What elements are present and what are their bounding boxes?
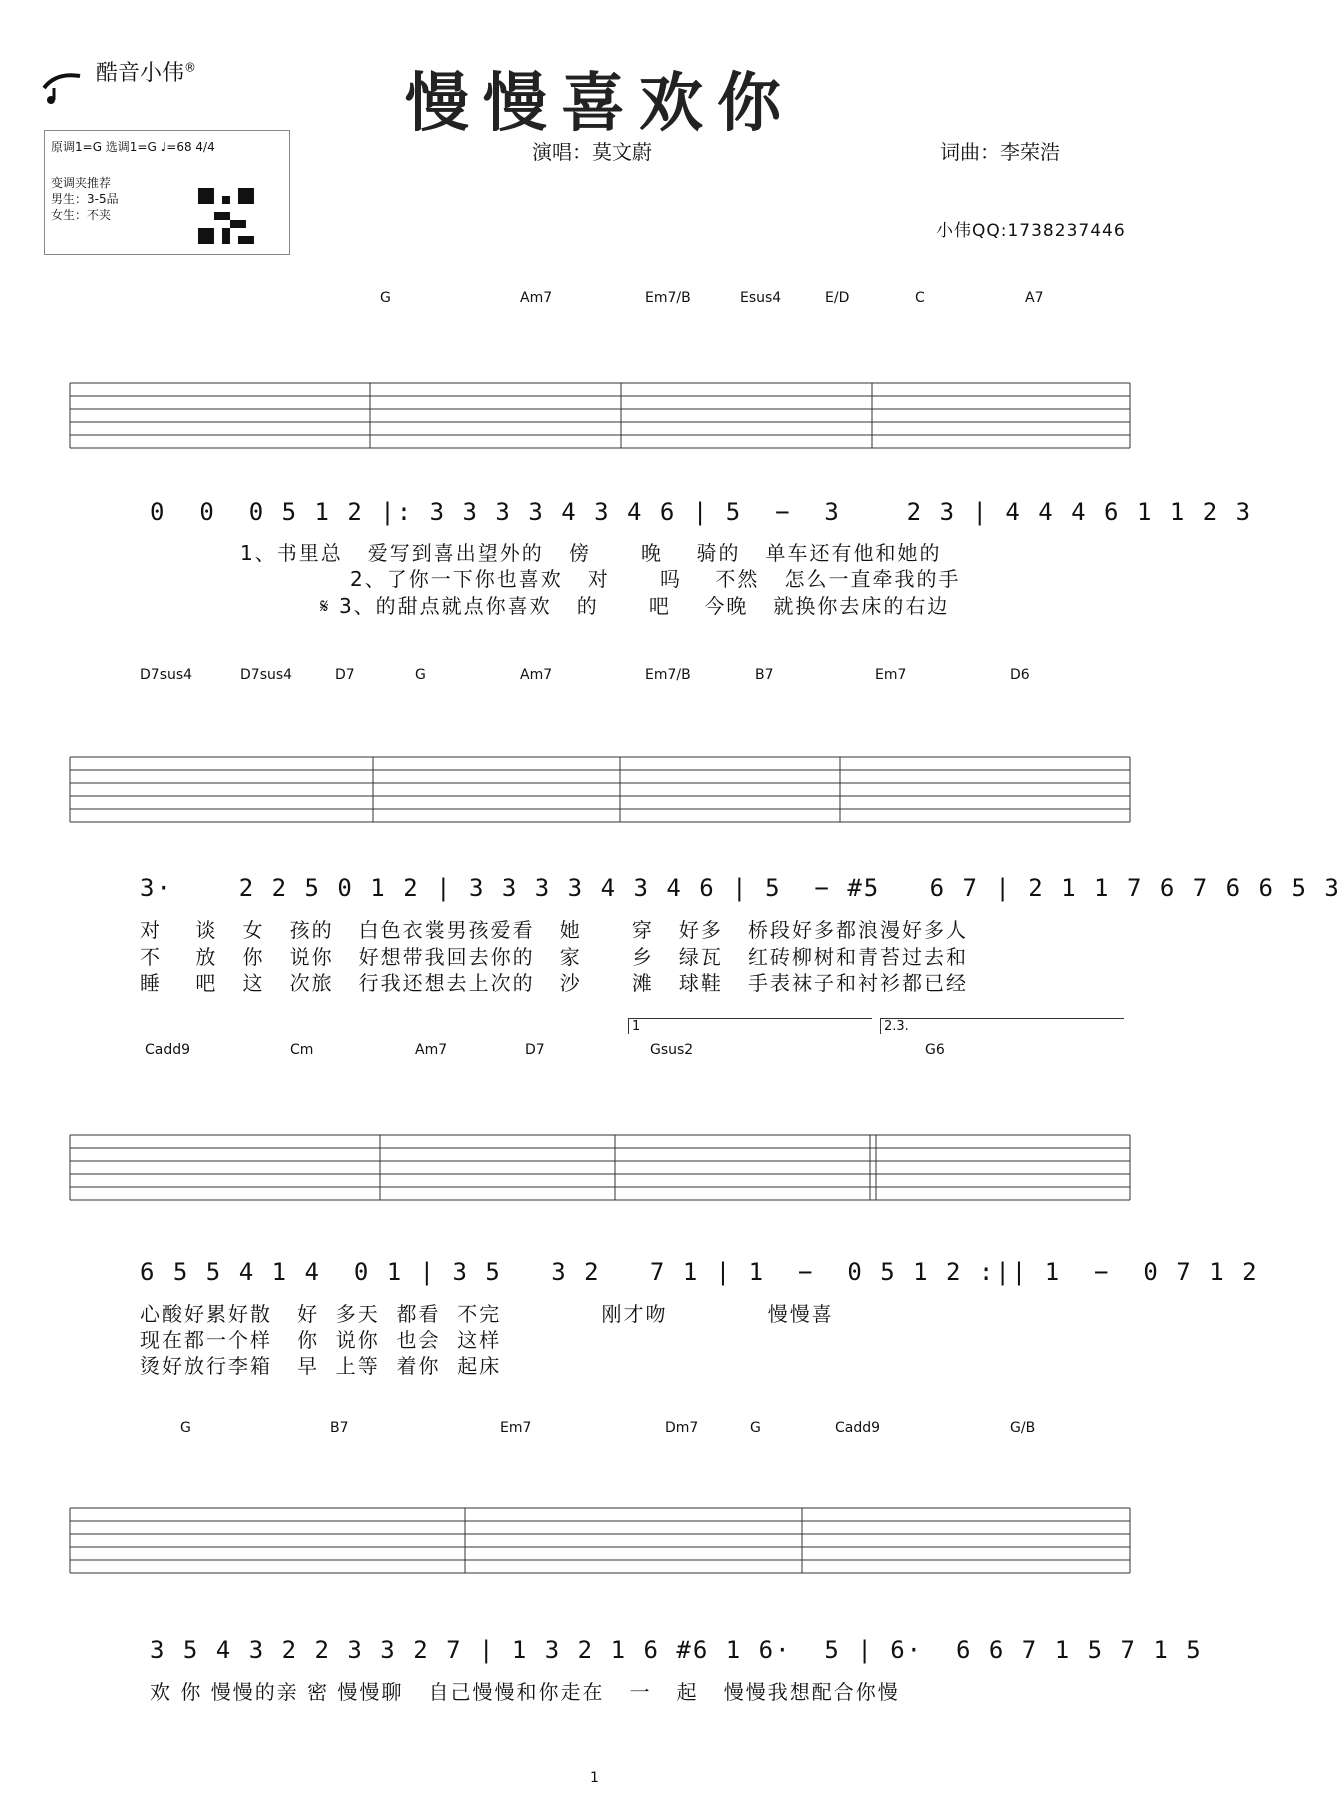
chord-label: G — [180, 1420, 191, 1436]
lyric-line-1-1: 1、书里总 爱写到喜出望外的 傍 晚 骑的 单车还有他和她的 — [240, 541, 942, 565]
tab-staff-3 — [70, 1130, 1130, 1210]
lyric-line-1-2: 2、了你一下你也喜欢 对 吗 不然 怎么一直牵我的手 — [350, 567, 961, 591]
chord-label: G6 — [925, 1042, 945, 1058]
chord-label: Gsus2 — [650, 1042, 694, 1058]
lyric-line-2-3: 睡 吧 这 次旅 行我还想去上次的 沙 滩 球鞋 手表袜子和衬衫都已经 — [140, 971, 969, 995]
numbered-notation-1: 0 0 0 5 1 2 |: 3 3 3 3 4 3 4 6 | 5 − 3 2 3 | 4 4 4 6 1 1 2 3 — [150, 498, 1253, 526]
chord-label: G — [380, 290, 391, 306]
chord-label: A7 — [1025, 290, 1044, 306]
lyric-line-1-3: 𝄋 3、的甜点就点你喜欢 的 吧 今晚 就换你去床的右边 — [320, 594, 950, 618]
chord-row-3 — [145, 1042, 1145, 1122]
chord-label: B7 — [330, 1420, 349, 1436]
chord-label: Cadd9 — [835, 1420, 881, 1436]
lyric-line-3-1: 心酸好累好散 好 多天 都看 不完 刚才吻 慢慢喜 — [140, 1302, 834, 1326]
chord-row-2 — [140, 667, 1140, 747]
numbered-notation-4: 3 5 4 3 2 2 3 3 2 7 | 1 3 2 1 6 #6 1 6· 5 | 6· 6 6 7 1 5 7 1 5 — [150, 1636, 1203, 1664]
chord-label: Em7 — [875, 667, 907, 683]
chord-label: G — [415, 667, 426, 683]
chord-label: Em7 — [500, 1420, 532, 1436]
tab-staff-4 — [70, 1503, 1130, 1583]
ending-bracket-1: 1 — [628, 1018, 872, 1034]
qr-code-icon — [198, 188, 254, 244]
chord-label: D6 — [1010, 667, 1030, 683]
chord-label: Esus4 — [740, 290, 782, 306]
chord-label: G/B — [1010, 1420, 1036, 1436]
chord-label: Am7 — [520, 290, 553, 306]
lyric-line-4-1: 欢 你 慢慢的亲 密 慢慢聊 自己慢慢和你走在 一 起 慢慢我想配合你慢 — [150, 1680, 900, 1704]
numbered-notation-3: 6 5 5 4 1 4 0 1 | 3 5 3 2 7 1 | 1 − 0 5 1 2 :|| 1 − 0 7 1 2 — [140, 1258, 1259, 1286]
chord-label: G — [750, 1420, 761, 1436]
chord-row-1 — [380, 290, 1140, 370]
singer-credit: 演唱：莫文蔚 — [532, 140, 652, 164]
page-number: 1 — [590, 1770, 599, 1786]
chord-label: C — [915, 290, 925, 306]
contact-qq: 小伟QQ:1738237446 — [936, 221, 1126, 241]
chord-label: Dm7 — [665, 1420, 699, 1436]
chord-label: Em7/B — [645, 667, 691, 683]
capo-male: 男生：3-5品 — [51, 192, 119, 206]
chord-label: D7sus4 — [240, 667, 293, 683]
chord-label: Am7 — [520, 667, 553, 683]
lyric-line-2-2: 不 放 你 说你 好想带我回去你的 家 乡 绿瓦 红砖柳树和青苔过去和 — [140, 945, 969, 969]
chord-label: D7sus4 — [140, 667, 193, 683]
key-line: 原调1=G 选调1=G ♩=68 4/4 — [51, 140, 215, 154]
capo-title: 变调夹推荐 — [51, 176, 112, 190]
chord-label: B7 — [755, 667, 774, 683]
chord-label: Cm — [290, 1042, 314, 1058]
chord-label: E/D — [825, 290, 850, 306]
chord-label: Em7/B — [645, 290, 691, 306]
chord-label: Am7 — [415, 1042, 448, 1058]
chord-label: D7 — [525, 1042, 545, 1058]
song-title: 慢慢喜欢你 — [405, 66, 795, 141]
capo-female: 女生：不夹 — [51, 208, 112, 222]
tab-staff-2 — [70, 752, 1130, 832]
ending-bracket-2: 2.3. — [880, 1018, 1124, 1034]
lyric-line-3-2: 现在都一个样 你 说你 也会 这样 — [140, 1328, 502, 1352]
brand-name: 酷音小伟® — [96, 60, 197, 86]
tab-staff-1 — [70, 378, 1130, 458]
lyric-line-3-3: 烫好放行李箱 早 上等 着你 起床 — [140, 1354, 502, 1378]
lyricist-credit: 词曲：李荣浩 — [940, 140, 1060, 164]
lyric-line-2-1: 对 谈 女 孩的 白色衣裳男孩爱看 她 穿 好多 桥段好多都浪漫好多人 — [140, 918, 969, 942]
chord-label: Cadd9 — [145, 1042, 191, 1058]
numbered-notation-2: 3· 2 2 5 0 1 2 | 3 3 3 3 4 3 4 6 | 5 − #5 6 7 | 2 1 1 7 6 7 6 6 5 3 — [140, 874, 1341, 902]
chord-label: D7 — [335, 667, 355, 683]
chord-row-4 — [180, 1420, 1130, 1500]
